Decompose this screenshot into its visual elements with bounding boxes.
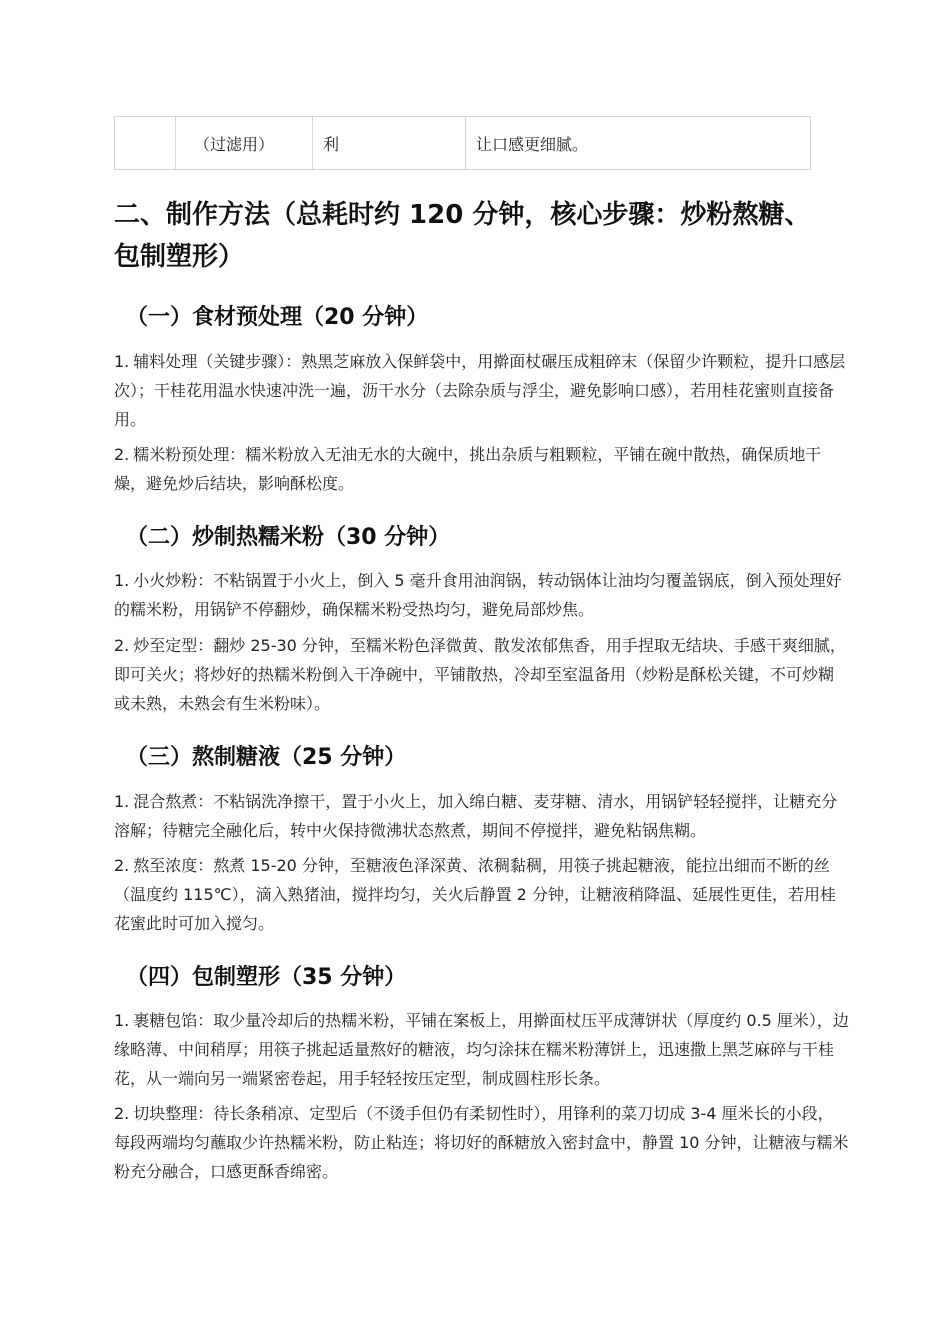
table-row	[115, 117, 811, 170]
step-paragraph	[114, 347, 849, 434]
step-paragraph	[114, 787, 849, 845]
subsection-title: （二）炒制热糯米粉（30 分钟）	[126, 525, 451, 550]
step-text: 混合熬煮：不粘锅洗净擦干，置于小火上，加入绵白糖、麦芽糖、清水，用锅铲轻轻搅拌，让糖充分溶解；待糖完全融化后，转中火保持微沸状态熬煮，期间不停搅拌，避免粘锅焦糊。	[114, 792, 838, 840]
step-paragraph	[114, 851, 849, 938]
step-number: 2.	[114, 445, 130, 464]
step-paragraph	[114, 631, 849, 718]
step-number: 1.	[114, 792, 130, 811]
step-text: 裹糖包馅：取少量冷却后的热糯米粉，平铺在案板上，用擀面杖压平成薄饼状（厚度约 0.5 厘米），边缘略薄、中间稍厚；用筷子挑起适量熬好的糖液，均匀涂抹在糯米粉薄饼上，迅速撒上黑芝麻碎与干桂花，从一端向另一端紧密卷起，用手轻轻按压定型，制成圆柱形长条。	[114, 1011, 849, 1088]
step-number: 2.	[114, 856, 130, 875]
step-text: 小火炒粉：不粘锅置于小火上，倒入 5 毫升食用油润锅，转动锅体让油均匀覆盖锅底，倒入预处理好的糯米粉，用锅铲不停翻炒，确保糯米粉受热均匀，避免局部炒焦。	[114, 571, 842, 619]
table-cell: 利	[313, 117, 466, 170]
step-paragraph	[114, 440, 849, 498]
step-number: 2.	[114, 636, 130, 655]
step-number: 1.	[114, 352, 130, 371]
step-number: 1.	[114, 1011, 130, 1030]
table-cell	[115, 117, 176, 170]
step-paragraph	[114, 1006, 849, 1093]
step-text: 糯米粉预处理：糯米粉放入无油无水的大碗中，挑出杂质与粗颗粒，平铺在碗中散热，确保质地干燥，避免炒后结块，影响酥松度。	[114, 445, 822, 493]
step-paragraph	[114, 1099, 849, 1186]
step-number: 1.	[114, 571, 130, 590]
subsection-title: （一）食材预处理（20 分钟）	[126, 305, 429, 330]
table-cell: 让口感更细腻。	[466, 117, 811, 170]
step-number: 2.	[114, 1104, 130, 1123]
step-text: 辅料处理（关键步骤）：熟黑芝麻放入保鲜袋中，用擀面杖碾压成粗碎末（保留少许颗粒，提升口感层次）；干桂花用温水快速冲洗一遍，沥干水分（去除杂质与浮尘，避免影响口感），若用桂花蜜则直接备用。	[114, 352, 846, 429]
step-paragraph	[114, 566, 849, 624]
ingredients-table-fragment	[114, 116, 811, 170]
subsection-title: （三）熬制糖液（25 分钟）	[126, 745, 407, 770]
step-text: 炒至定型：翻炒 25-30 分钟，至糯米粉色泽微黄、散发浓郁焦香，用手捏取无结块、手感干爽细腻，即可关火；将炒好的热糯米粉倒入干净碗中，平铺散热，冷却至室温备用（炒粉是酥松关键，不可炒糊或未熟，未熟会有生米粉味）。	[114, 636, 846, 713]
subsection-title: （四）包制塑形（35 分钟）	[126, 965, 407, 990]
step-text: 熬至浓度：熬煮 15-20 分钟，至糖液色泽深黄、浓稠黏稠，用筷子挑起糖液，能拉出细而不断的丝（温度约 115℃），滴入熟猪油，搅拌均匀，关火后静置 2 分钟，让糖液稍降温、延展性更佳，若用桂花蜜此时可加入搅匀。	[114, 856, 836, 933]
step-text: 切块整理：待长条稍凉、定型后（不烫手但仍有柔韧性时），用锋利的菜刀切成 3-4 厘米长的小段，每段两端均匀蘸取少许热糯米粉，防止粘连；将切好的酥糖放入密封盒中，静置 10 分钟，让糖液与糯米粉充分融合，口感更酥香绵密。	[114, 1104, 849, 1181]
table-cell: （过滤用）	[176, 117, 313, 170]
section-title: 二、制作方法（总耗时约 120 分钟，核心步骤：炒粉熬糖、包制塑形）	[114, 200, 811, 272]
